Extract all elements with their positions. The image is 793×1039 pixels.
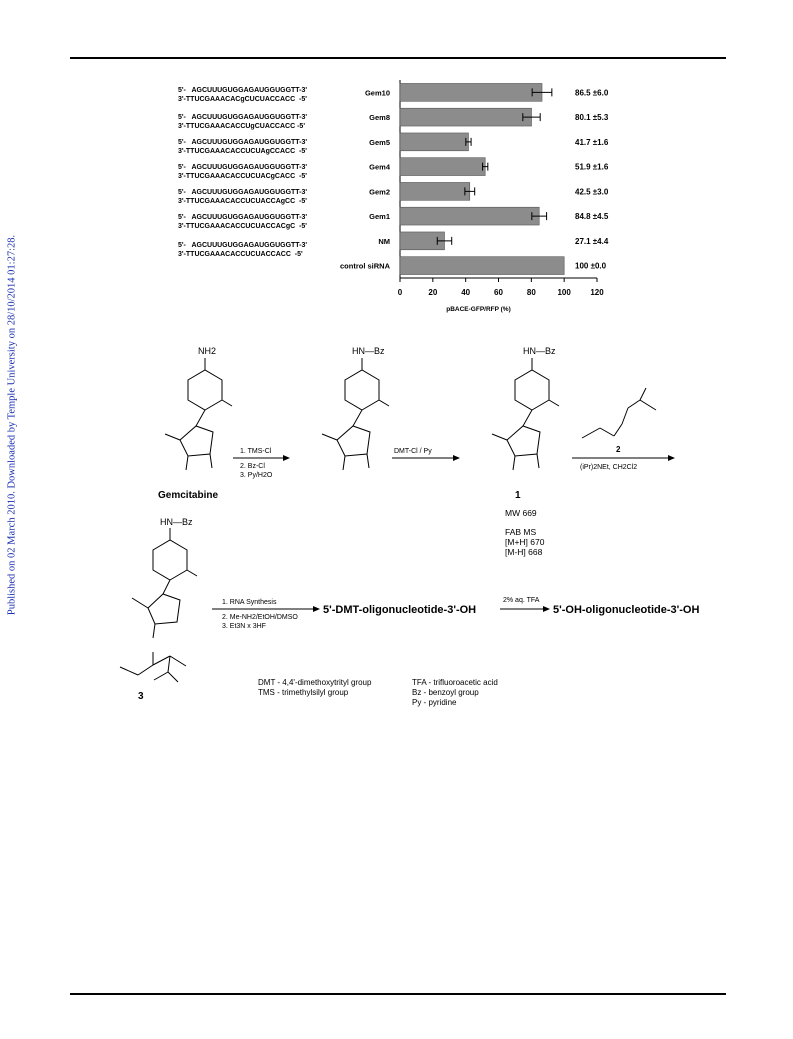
seq-top: 5'- AGCUUUGUGGAGAUGGUGGTT-3' xyxy=(178,139,308,146)
gemcitabine-label: Gemcitabine xyxy=(158,490,219,501)
nhbz-label: HN—Bz xyxy=(523,346,556,356)
x-tick-label: 40 xyxy=(461,288,471,297)
x-tick-label: 0 xyxy=(397,288,403,297)
value-label: 84.8 ±4.5 xyxy=(575,212,609,222)
compound-3-number: 3 xyxy=(138,691,144,702)
compound-1-number: 1 xyxy=(515,490,521,501)
seq-bottom: 3'-TTUCGAAACACCUCUACgCACC -5' xyxy=(178,173,307,180)
nhbz-label: HN—Bz xyxy=(352,346,385,356)
value-label: 51.9 ±1.6 xyxy=(575,162,609,172)
category-label: Gem4 xyxy=(369,162,390,172)
category-label: Gem5 xyxy=(369,137,390,147)
seq-bottom: 3'-TTUCGAAACACCUCUACCAgCC -5' xyxy=(178,198,307,205)
compound-1-structure xyxy=(492,358,559,470)
fab-line: [M-H] 668 xyxy=(505,547,543,557)
compound-3-structure xyxy=(120,528,197,682)
abbrev-py: Py - pyridine xyxy=(412,698,457,707)
seq-top: 5'- AGCUUUGUGGAGAUGGUGGTT-3' xyxy=(178,242,308,249)
seq-top: 5'- AGCUUUGUGGAGAUGGUGGTT-3' xyxy=(178,87,308,94)
seq-top: 5'- AGCUUUGUGGAGAUGGUGGTT-3' xyxy=(178,189,308,196)
category-label: Gem2 xyxy=(369,187,390,197)
value-label: 86.5 ±6.0 xyxy=(575,88,609,98)
value-label: 80.1 ±5.3 xyxy=(575,113,609,123)
knockdown-bar-chart xyxy=(0,0,793,330)
bar-gem10 xyxy=(400,83,542,101)
bar-gem2 xyxy=(400,182,470,200)
nh2-label: NH2 xyxy=(198,346,217,356)
x-tick-label: 60 xyxy=(494,288,503,297)
synthesis-scheme xyxy=(0,330,793,1030)
nhbz-label: HN—Bz xyxy=(160,517,193,527)
abbrev-dmt: DMT - 4,4'-dimethoxytrityl group xyxy=(258,678,372,687)
seq-top: 5'- AGCUUUGUGGAGAUGGUGGTT-3' xyxy=(178,164,308,171)
x-tick-label: 100 xyxy=(557,288,571,297)
category-label: Gem1 xyxy=(369,212,390,222)
seq-bottom: 3'-TTUCGAAACACgCUCUACCACC -5' xyxy=(178,96,307,103)
abbrev-tfa: TFA - trifluoroacetic acid xyxy=(412,678,498,687)
seq-bottom: 3'-TTUCGAAACACCUCUAgCCACC -5' xyxy=(178,148,307,155)
step1-line1: 1. TMS-Cl xyxy=(240,448,272,455)
reagent-2-number: 2 xyxy=(616,445,621,454)
category-label: Gem8 xyxy=(369,113,390,123)
gemcitabine-structure xyxy=(165,358,232,470)
bar-gem5 xyxy=(400,133,468,151)
step4-line2: 2. Me-NH2/EtOH/DMSO xyxy=(222,614,298,621)
seq-bottom: 3'-TTUCGAAACACCUCUACCACC -5' xyxy=(178,251,303,258)
value-label: 100 ±0.0 xyxy=(575,261,607,271)
bar-gem4 xyxy=(400,158,485,176)
bar-gem1 xyxy=(400,207,539,225)
category-label: NM xyxy=(378,236,390,246)
product-1-label: 5'-DMT-oligonucleotide-3'-OH xyxy=(323,604,477,616)
seq-top: 5'- AGCUUUGUGGAGAUGGUGGTT-3' xyxy=(178,114,308,121)
abbrev-tms: TMS - trimethylsilyl group xyxy=(258,688,349,697)
seq-bottom: 3'-TTUCGAAACACCUCUACCACgC -5' xyxy=(178,223,307,230)
seq-top: 5'- AGCUUUGUGGAGAUGGUGGTT-3' xyxy=(178,214,308,221)
value-label: 27.1 ±4.4 xyxy=(575,236,609,246)
step4-line3: 3. Et3N x 3HF xyxy=(222,623,266,630)
fab-line: [M+H] 670 xyxy=(505,537,545,547)
x-axis-label: pBACE-GFP/RFP (%) xyxy=(446,306,511,313)
bar-control-sirna xyxy=(400,257,564,275)
x-tick-label: 80 xyxy=(526,288,536,297)
bar-gem8 xyxy=(400,108,531,126)
category-label: control siRNA xyxy=(339,261,390,271)
step3-label: (iPr)2NEt, CH2Cl2 xyxy=(580,464,638,471)
step4-line1: 1. RNA Synthesis xyxy=(222,599,277,606)
mw-label: MW 669 xyxy=(505,508,537,518)
category-label: Gem10 xyxy=(364,88,390,98)
step5-label: 2% aq. TFA xyxy=(503,597,540,604)
step1-line3: 3. Py/H2O xyxy=(240,472,273,479)
benzoyl-intermediate-structure xyxy=(322,358,389,470)
step2-label: DMT-Cl / Py xyxy=(394,448,432,455)
x-tick-label: 120 xyxy=(590,288,604,297)
value-label: 42.5 ±3.0 xyxy=(575,187,609,197)
x-tick-label: 20 xyxy=(428,288,438,297)
value-label: 41.7 ±1.6 xyxy=(575,137,609,147)
abbrev-bz: Bz - benzoyl group xyxy=(412,688,479,697)
seq-bottom: 3'-TTUCGAAACACCUgCUACCACC -5' xyxy=(178,123,305,130)
fab-line: FAB MS xyxy=(505,527,537,537)
reagent-2-structure xyxy=(582,388,656,438)
watermark-text: Published on 02 March 2010. Downloaded by Temple University on 28/10/2014 01:27:28. xyxy=(6,234,18,616)
step1-line2: 2. Bz-Cl xyxy=(240,463,265,470)
product-2-label: 5'-OH-oligonucleotide-3'-OH xyxy=(553,604,700,616)
